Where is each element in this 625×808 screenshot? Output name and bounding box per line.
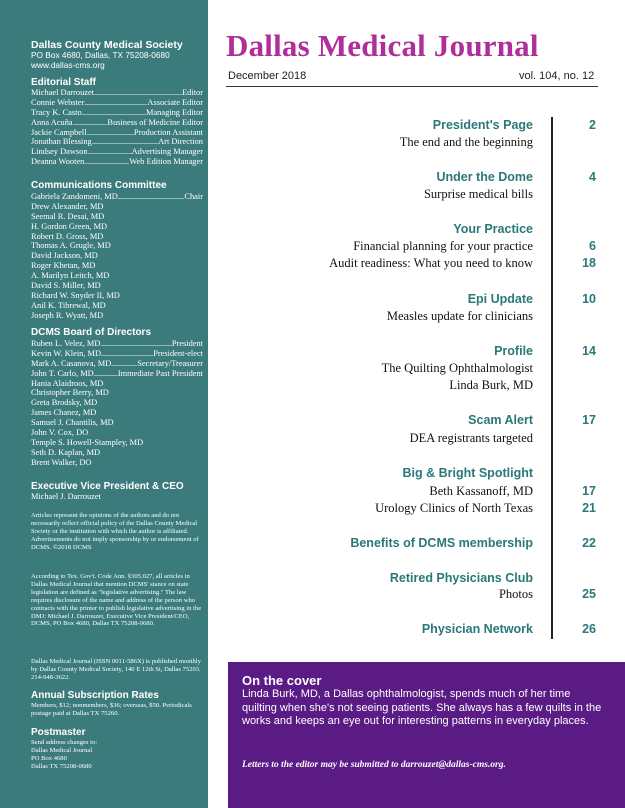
toc-page-number: 2 [589, 118, 596, 132]
person-name: Drew Alexander, MD [31, 201, 104, 211]
person-name: Roger Khetan, MD [31, 261, 96, 271]
toc-section-title[interactable]: Scam Alert [468, 413, 533, 427]
postmaster-line: Send address changes to: [31, 739, 98, 746]
person-role: Immediate Past President [117, 368, 203, 378]
staff-entry [31, 147, 203, 157]
committee-heading: Communications Committee [31, 180, 167, 191]
person-role: President [171, 339, 203, 348]
toc-page-number: 21 [582, 501, 596, 515]
leader-dots [92, 137, 158, 147]
person-name: Seth D. Kaplan, MD [31, 447, 101, 457]
person-name: David S. Miller, MD [31, 281, 101, 291]
person-name: Kevin W. Klein, MD [31, 348, 102, 358]
leader-dots [84, 157, 129, 167]
leader-dots [101, 349, 153, 359]
person-name: Gabriela Zandomeni, MD [31, 192, 118, 201]
staff-entry [31, 261, 203, 271]
staff-entry [31, 398, 203, 408]
staff-entry [31, 408, 203, 418]
evp-heading: Executive Vice President & CEO [31, 481, 184, 492]
postmaster-line: PO Box 4680 [31, 754, 67, 762]
person-name: John V. Cox, DO [31, 428, 89, 438]
toc-section-title[interactable]: Physician Network [421, 622, 533, 636]
subscription-heading: Annual Subscription Rates [31, 690, 159, 701]
org-address: PO Box 4680, Dallas, TX 75208-0680 [31, 50, 170, 60]
leader-dots [94, 369, 118, 379]
org-name: Dallas County Medical Society [31, 39, 183, 51]
disclaimer-text: Articles represent the opinions of the authors and do not necessarily reflect official policy of the Dallas County Medical Society or the institution with which the author is affiliated. Advertisements do not imply sponsorship by or endorsement of DCMS. ©2018 DCMS [31, 512, 199, 551]
toc-item[interactable]: The Quilting Ophthalmologist [381, 361, 533, 375]
issue-volume: vol. 104, no. 12 [519, 70, 595, 82]
person-role: Production Assistant [133, 127, 203, 137]
staff-entry [31, 349, 203, 359]
person-name: Anna Acuña [31, 117, 73, 127]
org-url[interactable]: www.dallas-cms.org [31, 59, 105, 70]
person-name: Greta Brodsky, MD [31, 398, 98, 408]
leader-dots [111, 359, 137, 369]
staff-entry [31, 241, 203, 251]
issue-date: December 2018 [228, 70, 307, 82]
staff-entry [31, 339, 203, 349]
toc-item[interactable]: Measles update for clinicians [386, 309, 533, 323]
toc-item[interactable]: Beth Kassanoff, MD [429, 484, 533, 498]
board-heading: DCMS Board of Directors [31, 327, 152, 338]
staff-entry [31, 311, 203, 321]
staff-entry [31, 88, 203, 98]
staff-entry [31, 271, 203, 281]
staff-entry [31, 108, 203, 118]
staff-entry [31, 192, 203, 202]
sidebar [0, 0, 208, 808]
person-name: Michael Darrouzet [31, 88, 95, 97]
toc-item[interactable]: Surprise medical bills [423, 187, 533, 201]
toc-page-number: 17 [582, 484, 596, 498]
toc-item[interactable]: Photos [498, 587, 533, 601]
leader-dots [94, 88, 182, 98]
person-role: President-elect [153, 348, 203, 358]
postmaster-line: Dallas Medical Journal [31, 746, 93, 754]
staff-entry [31, 418, 203, 428]
person-role: Managing Editor [146, 107, 203, 117]
leader-dots [87, 128, 134, 138]
cover-description: Linda Burk, MD, a Dallas ophthalmologist, spends much of her time quilting when she's not seeing patients. She always has a few quilts in the works and keeps an eye out for interesting patterns in everyday places. [242, 688, 602, 727]
person-name: Hania Alaidroos, MD [31, 378, 104, 388]
toc-item[interactable]: Financial planning for your practice [353, 239, 533, 253]
committee-list [31, 192, 203, 321]
subscription-text: Members, $12; nonmembers, $36; overseas, $50. Periodicals postage paid at Dallas TX 75260. [31, 702, 192, 717]
toc-divider [551, 117, 553, 639]
person-role: Art Direction [158, 137, 203, 147]
leader-dots [88, 147, 132, 157]
person-name: Joseph R. Wyatt, MD [31, 310, 104, 320]
leader-dots [100, 339, 171, 349]
toc-page-number: 18 [582, 256, 596, 270]
toc-page-number: 6 [589, 239, 596, 253]
person-name: Deanna Wooten [31, 157, 85, 167]
person-role: Secretary/Treasurer [137, 358, 203, 368]
toc-item[interactable]: Audit readiness: What you need to know [329, 256, 533, 270]
leader-dots [118, 192, 185, 202]
postmaster-heading: Postmaster [31, 727, 86, 738]
person-name: John T. Carlo, MD [31, 368, 94, 378]
person-name: Tracy K. Casto [31, 107, 82, 117]
person-name: Seemal R. Desai, MD [31, 211, 105, 221]
toc-section-title[interactable]: Under the Dome [436, 170, 533, 184]
staff-entry [31, 379, 203, 389]
person-name: Connie Webster [31, 97, 85, 107]
staff-entry [31, 232, 203, 242]
evp-name: Michael J. Darrouzet [31, 492, 101, 501]
person-role: Business of Medicine Editor [107, 117, 203, 127]
editorial-list [31, 88, 203, 167]
toc-item[interactable]: Linda Burk, MD [449, 378, 533, 392]
staff-entry [31, 118, 203, 128]
person-name: Temple S. Howell-Stampley, MD [31, 437, 144, 447]
staff-entry [31, 291, 203, 301]
toc-item[interactable]: Urology Clinics of North Texas [375, 501, 533, 515]
staff-entry [31, 281, 203, 291]
person-name: Jonathan Blessing [31, 137, 92, 147]
person-role: Web Edition Manager [129, 157, 203, 167]
staff-entry [31, 388, 203, 398]
toc-page-number: 25 [582, 587, 596, 601]
person-role: Advertising Manager [131, 147, 203, 157]
person-name: Samuel J. Chantilis, MD [31, 418, 114, 428]
toc-item[interactable]: The end and the beginning [399, 135, 533, 149]
toc-page-number: 14 [582, 344, 596, 358]
staff-entry [31, 212, 203, 222]
person-role: Editor [182, 88, 203, 97]
leader-dots [82, 108, 146, 118]
cover-box [228, 662, 625, 808]
toc-page-number: 26 [582, 622, 596, 636]
board-list [31, 339, 203, 468]
editorial-heading: Editorial Staff [31, 77, 97, 88]
leader-dots [84, 98, 147, 108]
person-name: James Chanez, MD [31, 408, 97, 418]
person-name: Brent Walker, DO [31, 457, 92, 467]
publishing-text: Dallas Medical Journal (ISSN 0011-586X) is published monthly by Dallas County Medical Society, 140 E 12th St, Dallas 75203. 214-948-3622. [31, 658, 201, 681]
person-role: Associate Editor [147, 97, 203, 107]
postmaster-line: Dallas TX 75208-0680 [31, 762, 92, 770]
person-name: David Jackson, MD [31, 251, 98, 261]
staff-entry [31, 157, 203, 167]
staff-entry [31, 369, 203, 379]
person-name: Jackie Campbell [31, 127, 87, 137]
toc-page-number: 22 [582, 536, 596, 550]
staff-entry [31, 301, 203, 311]
masthead-org [31, 39, 206, 71]
toc-section-title[interactable]: Big & Bright Spotlight [402, 466, 533, 480]
staff-entry [31, 222, 203, 232]
person-name: Thomas A. Grugle, MD [31, 241, 111, 251]
legal-text: According to Tex. Gov't. Code Ann. §305.027, all articles in Dallas Medical Journal that mention DCMS' stance on state legislation are defined as "legislative advertising." The law requires disclosure of the name and address of the person who contracts with the printer to publish legislative advertising in the DMJ: Michael J. Darrouzet, Executive Vice President/CEO, DCMS, PO Box 4680, Dallas TX 75208-0680. [31, 573, 202, 628]
staff-entry [31, 128, 203, 138]
toc-page-number: 10 [582, 292, 596, 306]
toc-section-title[interactable]: Retired Physicians Club [389, 571, 533, 585]
person-name: H. Gordon Green, MD [31, 221, 108, 231]
toc-page-number: 17 [582, 413, 596, 427]
toc-section-title[interactable]: Profile [494, 344, 533, 358]
staff-entry [31, 428, 203, 438]
staff-entry [31, 137, 203, 147]
person-name: Christopher Berry, MD [31, 388, 109, 398]
leader-dots [73, 118, 108, 128]
person-name: Ruben L. Velez, MD [31, 339, 101, 348]
toc-item[interactable]: DEA registrants targeted [409, 431, 533, 445]
journal-title: Dallas Medical Journal [226, 28, 539, 63]
toc-section-title[interactable]: Your Practice [453, 222, 533, 236]
masthead-rule [226, 86, 598, 87]
person-name: A. Marilyn Leitch, MD [31, 271, 110, 281]
staff-entry [31, 458, 203, 468]
toc-page-number: 4 [589, 170, 596, 184]
staff-entry [31, 251, 203, 261]
staff-entry [31, 202, 203, 212]
person-role: Chair [184, 192, 203, 201]
cover-title: On the cover [242, 673, 322, 688]
toc-section-title[interactable]: President's Page [432, 118, 533, 132]
person-name: Anil K. Tibrewal, MD [31, 300, 106, 310]
person-name: Lindsey Dawson [31, 147, 88, 157]
staff-entry [31, 359, 203, 369]
staff-entry [31, 98, 203, 108]
postmaster-address [31, 739, 206, 771]
staff-entry [31, 448, 203, 458]
person-name: Mark A. Casanova, MD [31, 358, 112, 368]
letters-note[interactable]: Letters to the editor may be submitted to darrouzet@dallas-cms.org. [242, 760, 506, 770]
staff-entry [31, 438, 203, 448]
person-name: Richard W. Snyder II, MD [31, 290, 120, 300]
toc-section-title[interactable]: Benefits of DCMS membership [350, 536, 533, 550]
person-name: Robert D. Gross, MD [31, 231, 104, 241]
toc-section-title[interactable]: Epi Update [467, 292, 533, 306]
